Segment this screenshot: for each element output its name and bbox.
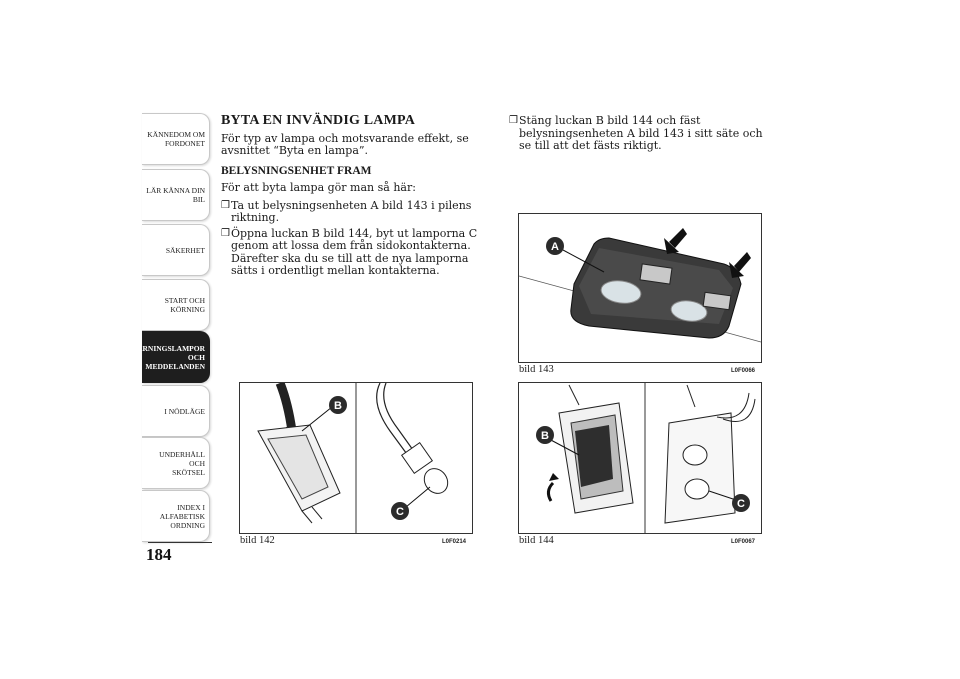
checkbox-icon: ❒ [509, 115, 518, 126]
sidebar-tab-underhall[interactable]: UNDERHÅLL OCH SKÖTSEL [142, 437, 210, 489]
bullet-item: ❒ Ta ut belysningsenheten A bild 143 i pilens riktning. [221, 198, 472, 224]
figure-143-caption: bild 143 [519, 364, 554, 375]
section-title: BYTA EN INVÄNDIG LAMPA [221, 113, 416, 128]
label-b: B [334, 400, 342, 412]
label-a: A [551, 241, 559, 253]
subsection-title: BELYSNINGSENHET FRAM [221, 164, 372, 177]
label-c: C [737, 498, 745, 510]
figure-144-code: L0F0067 [731, 539, 756, 545]
figure-143 [518, 213, 762, 363]
sidebar-tab-nodlage[interactable]: I NÖDLÄGE [142, 385, 210, 437]
checkbox-icon: ❒ [221, 227, 230, 239]
figure-144 [518, 382, 762, 534]
checkbox-icon: ❒ [221, 199, 230, 211]
figure-142-caption: bild 142 [240, 535, 275, 546]
bullet-item: ❒ Stäng luckan B bild 144 och fäst belysningsenheten A bild 143 i sitt säte och se till att det fästs riktigt. [509, 114, 763, 152]
lead-text: För att byta lampa gör man så här: [221, 181, 416, 194]
sidebar-tab-start[interactable]: START OCH KÖRNING [142, 279, 210, 331]
figure-143-code: L0F0066 [731, 368, 756, 374]
sidebar-tab-kannedom[interactable]: KÄNNEDOM OM FORDONET [142, 113, 210, 165]
page-number-rule [148, 542, 212, 543]
sidebar-tab-varningslampor[interactable]: VARNINGSLAMPOR OCH MEDDELANDEN [142, 331, 210, 383]
figure-142 [239, 382, 473, 534]
left-column [221, 115, 483, 281]
sidebar-tab-lar-kanna[interactable]: LÄR KÄNNA DIN BIL [142, 169, 210, 221]
right-column [509, 115, 771, 156]
figure-144-caption: bild 144 [519, 535, 554, 546]
sidebar-tab-sakerhet[interactable]: SÄKERHET [142, 224, 210, 276]
label-b: B [541, 430, 549, 442]
lamp-holder-illustration [240, 383, 472, 533]
intro-text: För typ av lampa och motsvarande effekt, se avsnittet “Byta en lampa”. [221, 131, 469, 157]
light-unit-illustration [519, 214, 761, 362]
figure-142-code: L0F0214 [442, 539, 467, 545]
sidebar-tab-index[interactable]: INDEX I ALFABETISK ORDNING [142, 490, 210, 542]
bullet-item: ❒ Öppna luckan B bild 144, byt ut lamporna C genom att lossa dem från sidokontakterna. Därefter ska du se till att de nya lamporna sätts i ordentligt mellan kontakterna. [221, 226, 478, 277]
page-number: 184 [146, 545, 172, 564]
label-c: C [396, 506, 404, 518]
open-unit-illustration [519, 383, 761, 533]
